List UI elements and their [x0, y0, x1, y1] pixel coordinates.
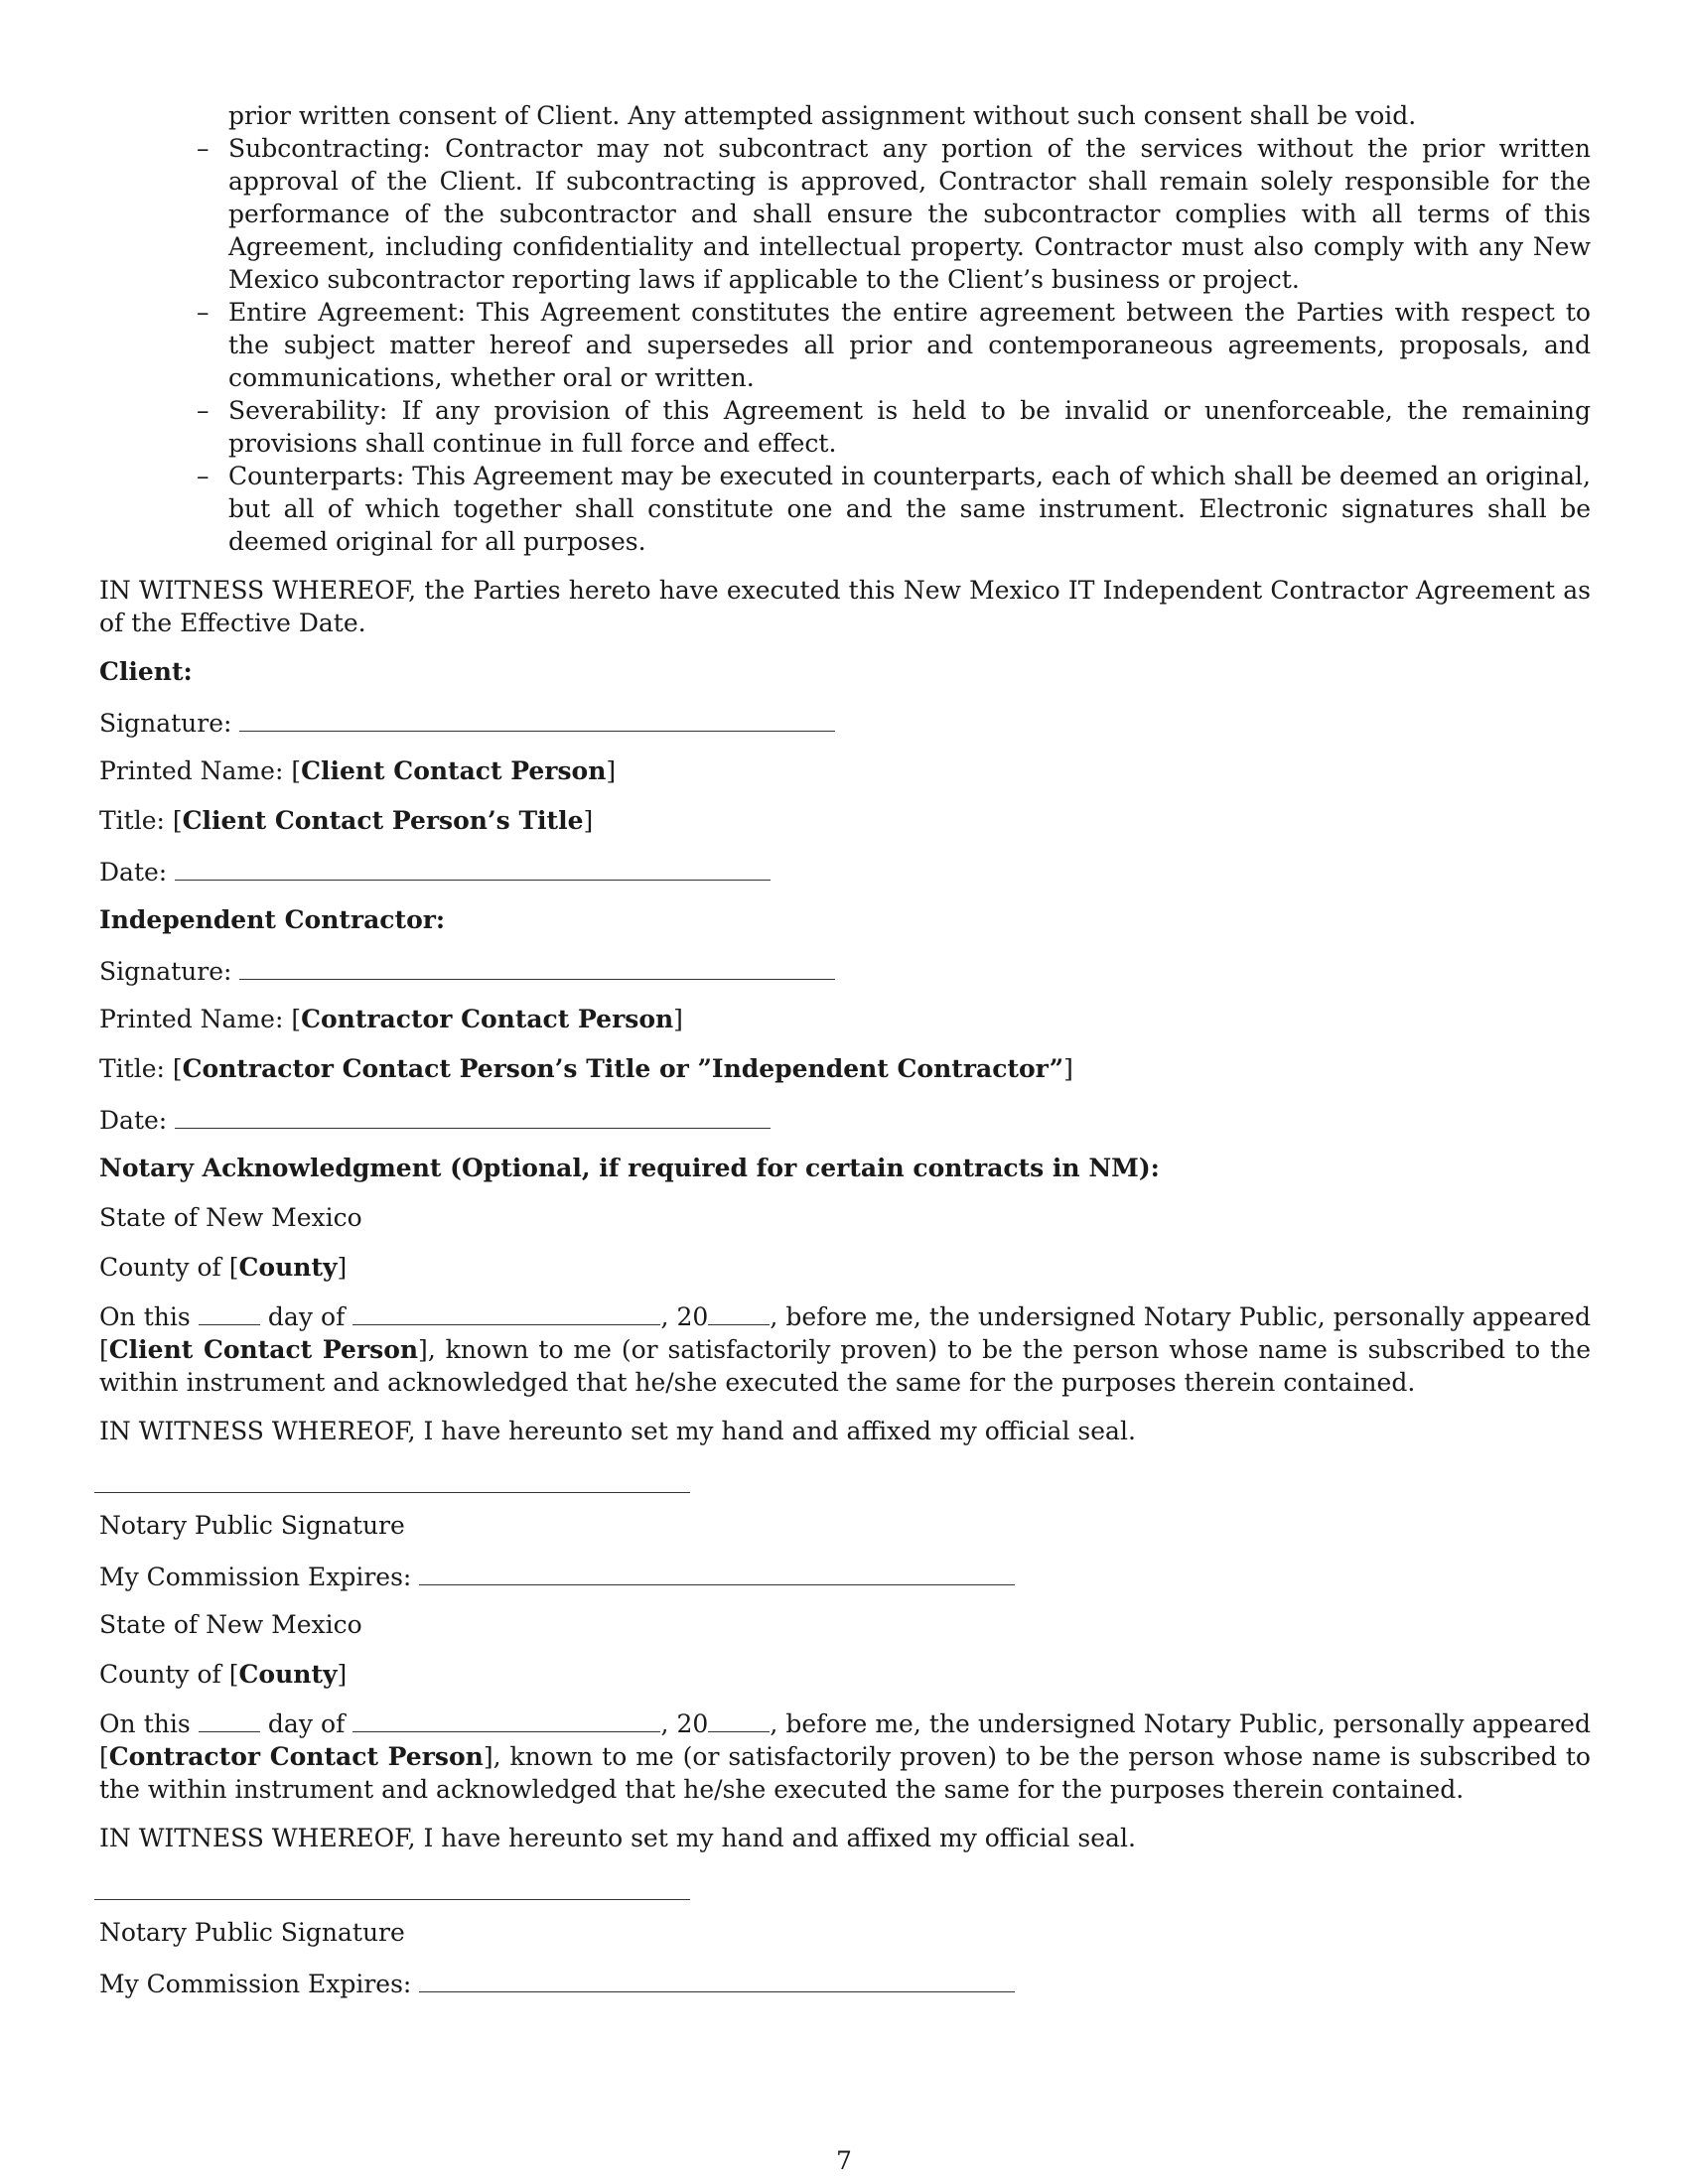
notary1-year-blank[interactable] — [708, 1300, 770, 1325]
contractor-title-row: Title: [Contractor Contact Person’s Title or ”Independent Contractor”] — [99, 1054, 1073, 1083]
notary2-day-blank[interactable] — [199, 1707, 260, 1732]
bullet-dash: – — [197, 298, 210, 327]
notary2-acknowledgment: On this day of , 20 , before me, the undersigned Notary Public, personally appeared [Contractor Contact Person], known to me (or satisfactorily proven) to be the person whose name is subscribed to the within instrument and acknowledged that he/she executed the same for the purposes therein contained. — [99, 1709, 1591, 1804]
witness-paragraph: IN WITNESS WHEREOF, the Parties hereto have executed this New Mexico IT Independent Contractor Agreement as of the Effective Date. — [99, 576, 1591, 637]
notary2-county-row: County of [County] — [99, 1660, 348, 1689]
client-date-line[interactable] — [175, 854, 771, 881]
notary1-day-blank[interactable] — [199, 1300, 260, 1325]
bullet-dash: – — [197, 462, 210, 490]
notary2-month-blank[interactable] — [352, 1707, 660, 1732]
continuation-text: prior written consent of Client. Any attempted assignment without such consent shall be void. — [228, 101, 1417, 130]
notary2-county-value: County — [238, 1660, 338, 1689]
bullet-dash: – — [197, 134, 210, 163]
notary1-witness: IN WITNESS WHEREOF, I have hereunto set my hand and affixed my official seal. — [99, 1417, 1136, 1445]
client-name-value: Client Contact Person — [301, 756, 607, 785]
client-date-row: Date: — [99, 854, 1591, 887]
contractor-date-row: Date: — [99, 1102, 1591, 1136]
notary2-commission-row: My Commission Expires: — [99, 1966, 1591, 1999]
notary-heading: Notary Acknowledgment (Optional, if required for certain contracts in NM): — [99, 1154, 1160, 1182]
contractor-signature-line[interactable] — [239, 953, 835, 980]
clause-subcontracting: – Subcontracting: Contractor may not subcontract any portion of the services without the prior written approval of the Client. If subcontracting is approved, Contractor shall remain solely responsible for the performance of the subcontractor and shall ensure the subcontractor complies with all terms of this Agreement, including confidentiality and intellectual property. Contractor must also comply with any New Mexico subcontractor reporting laws if applicable to the Client’s business or project. — [197, 134, 1591, 294]
client-name-row: Printed Name: [Client Contact Person] — [99, 756, 617, 785]
notary1-person: Client Contact Person — [108, 1335, 419, 1364]
clause-list — [99, 132, 1591, 558]
notary1-commission-line[interactable] — [419, 1559, 1015, 1585]
contractor-name-row: Printed Name: [Contractor Contact Person] — [99, 1005, 683, 1033]
notary1-state: State of New Mexico — [99, 1203, 362, 1232]
notary2-commission-line[interactable] — [419, 1966, 1015, 1992]
clause-counterparts: – Counterparts: This Agreement may be executed in counterparts, each of which shall be deemed an original, but all of which together shall constitute one and the same instrument. Electronic signatures shall be deemed original for all purposes. — [197, 462, 1591, 556]
notary2-signature-line[interactable] — [94, 1898, 690, 1900]
notary2-witness: IN WITNESS WHEREOF, I have hereunto set my hand and affixed my official seal. — [99, 1824, 1136, 1852]
notary1-county-value: County — [238, 1253, 338, 1282]
client-signature-line[interactable] — [239, 705, 835, 732]
document-page — [99, 99, 1591, 1999]
client-title-value: Client Contact Person’s Title — [182, 806, 584, 835]
notary2-person: Contractor Contact Person — [108, 1742, 484, 1771]
notary2-year-blank[interactable] — [708, 1707, 770, 1732]
bullet-dash: – — [197, 396, 210, 425]
notary2-state: State of New Mexico — [99, 1610, 362, 1639]
notary1-month-blank[interactable] — [352, 1300, 660, 1325]
notary1-signature-line[interactable] — [94, 1491, 690, 1493]
notary1-commission-row: My Commission Expires: — [99, 1559, 1591, 1592]
notary1-county-row: County of [County] — [99, 1253, 348, 1282]
notary1-signature-label: Notary Public Signature — [99, 1511, 405, 1540]
contractor-title-value: Contractor Contact Person’s Title or ”Independent Contractor” — [182, 1054, 1064, 1083]
clause-entire-agreement: – Entire Agreement: This Agreement constitutes the entire agreement between the Parties with respect to the subject matter hereof and supersedes all prior and contemporaneous agreements, proposals, and communications, whether oral or written. — [197, 298, 1591, 392]
client-title-row: Title: [Client Contact Person’s Title] — [99, 806, 594, 835]
contractor-heading: Independent Contractor: — [99, 905, 446, 934]
contractor-date-line[interactable] — [175, 1102, 771, 1129]
page-number: 7 — [836, 2146, 852, 2175]
clause-severability: – Severability: If any provision of this Agreement is held to be invalid or unenforceable, the remaining provisions shall continue in full force and effect. — [197, 396, 1591, 458]
client-signature-row: Signature: — [99, 705, 1591, 739]
client-heading: Client: — [99, 657, 193, 686]
contractor-name-value: Contractor Contact Person — [301, 1005, 674, 1033]
contractor-signature-row: Signature: — [99, 953, 1591, 987]
notary1-acknowledgment: On this day of , 20 , before me, the undersigned Notary Public, personally appeared [Client Contact Person], known to me (or satisfactorily proven) to be the person whose name is subscribed to the within instrument and acknowledged that he/she executed the same for the purposes therein contained. — [99, 1302, 1591, 1397]
notary2-signature-label: Notary Public Signature — [99, 1918, 405, 1947]
